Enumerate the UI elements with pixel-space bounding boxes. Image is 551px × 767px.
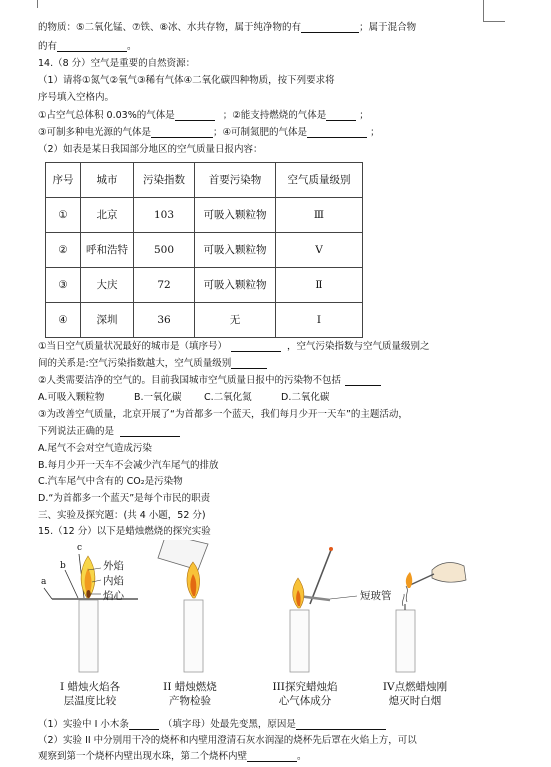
intro-text-2b: 。 bbox=[127, 41, 137, 52]
q15-sub2-text: 观察到第一个烧杯内壁出现水珠，第二个烧杯内壁 bbox=[38, 751, 248, 762]
caption-line: 产物检验 bbox=[169, 695, 211, 708]
answer-blank bbox=[307, 128, 367, 138]
table-cell: 72 bbox=[134, 268, 195, 303]
q14-sub1-text: ，空气污染指数与空气质量级别之 bbox=[287, 341, 430, 352]
q14-blank3-prompt: ③可制多种电光源的气体是 bbox=[38, 127, 152, 138]
table-cell: 500 bbox=[134, 233, 195, 268]
section-heading: 三、实验及探究题：(共 4 小题，52 分) bbox=[38, 510, 206, 521]
option-a: A.可吸入颗粒物 bbox=[38, 392, 105, 403]
table-cell: 可吸入颗粒物 bbox=[195, 198, 276, 233]
table-cell: 呼和浩特 bbox=[81, 233, 134, 268]
q14-sub3-cont bbox=[38, 426, 531, 437]
table-row bbox=[46, 233, 363, 268]
table-row bbox=[46, 303, 363, 338]
q15-sub1 bbox=[38, 719, 531, 730]
figure-caption-1 bbox=[40, 680, 140, 708]
table-row bbox=[46, 268, 363, 303]
intro-line-2 bbox=[38, 41, 531, 52]
table-header-cell: 首要污染物 bbox=[195, 163, 276, 198]
q14-part1-text: （1）请将①氮气②氧气③稀有气体④二氧化碳四种物质，按下列要求将 bbox=[38, 75, 335, 86]
option-d: D.二氧化碳 bbox=[281, 392, 330, 403]
answer-blank bbox=[345, 376, 381, 386]
q14-sub1-cont bbox=[38, 358, 531, 369]
q14-sub3-option-a: A.尾气不会对空气造成污染 bbox=[38, 443, 152, 454]
table-header-cell: 城市 bbox=[81, 163, 134, 198]
candle-2-illustration bbox=[158, 540, 208, 672]
q14-part2-text: （2）如表是某日我国部分地区的空气质量日报内容： bbox=[38, 144, 263, 155]
table-header-row bbox=[46, 163, 363, 198]
caption-line: 心气体成分 bbox=[278, 695, 332, 708]
figure-label-glass-tube: 短玻管 bbox=[360, 590, 392, 602]
corner-mark-left bbox=[37, 0, 38, 8]
q14-sub2-prompt: ②人类需要洁净的空气的。目前我国城市空气质量日报中的污染物不包括 bbox=[38, 375, 342, 386]
q15-title: 15.（12 分）以下是蜡烛燃烧的探究实验 bbox=[38, 526, 211, 537]
q15-sub2-cont bbox=[38, 751, 531, 762]
figure-label-outer-flame: 外焰 bbox=[103, 560, 124, 572]
experiment-figure bbox=[0, 540, 551, 675]
figure-caption-4 bbox=[360, 680, 470, 708]
candle-3-illustration bbox=[290, 547, 357, 672]
answer-blank bbox=[231, 359, 267, 369]
q14-title: 14.（8 分）空气是重要的自然资源： bbox=[38, 58, 196, 69]
answer-blank bbox=[247, 752, 297, 762]
answer-blank bbox=[326, 111, 356, 121]
table-cell: I bbox=[276, 303, 363, 338]
intro-text-2: 的有 bbox=[38, 41, 58, 52]
table-header-cell: 序号 bbox=[46, 163, 81, 198]
figure-label-inner-flame: 内焰 bbox=[103, 575, 124, 587]
answer-blank bbox=[57, 42, 127, 52]
q14-part1-row2 bbox=[38, 127, 531, 138]
caption-line: IV点燃蜡烛刚 bbox=[382, 681, 448, 693]
caption-line: III探究蜡烛焰 bbox=[272, 681, 338, 693]
figure-label-b: b bbox=[60, 561, 66, 571]
table-header-cell: 污染指数 bbox=[134, 163, 195, 198]
q14-sub1-text-2: 间的关系是:空气污染指数越大，空气质量级别 bbox=[38, 358, 232, 369]
table-cell: 大庆 bbox=[81, 268, 134, 303]
table-cell: ① bbox=[46, 198, 81, 233]
intro-text-1b: ；属于混合物 bbox=[359, 22, 417, 33]
figure-caption-2 bbox=[140, 680, 240, 708]
answer-blank bbox=[301, 23, 359, 33]
table-cell: Ⅲ bbox=[276, 198, 363, 233]
option-c: C.二氧化氮 bbox=[204, 392, 252, 403]
caption-line: 熄灭时白烟 bbox=[388, 695, 442, 708]
corner-mark-right bbox=[483, 0, 484, 22]
q14-sub1 bbox=[38, 341, 531, 352]
answer-blank bbox=[175, 111, 215, 121]
figure-caption-3 bbox=[250, 680, 360, 708]
q14-sub1-prompt: ①当日空气质量状况最好的城市是（填序号） bbox=[38, 341, 228, 352]
q14-sub3-option-d: D.“为首都多一个蓝天”是每个市民的职责 bbox=[38, 493, 211, 504]
table-cell: 36 bbox=[134, 303, 195, 338]
q14-part1-row1 bbox=[38, 110, 531, 121]
table-cell: ③ bbox=[46, 268, 81, 303]
table-cell: 无 bbox=[195, 303, 276, 338]
caption-line: II 蜡烛燃烧 bbox=[163, 681, 217, 693]
table-cell: 103 bbox=[134, 198, 195, 233]
q14-sub3-option-c: C.汽车尾气中含有的 CO₂是污染物 bbox=[38, 476, 183, 487]
table-cell: ② bbox=[46, 233, 81, 268]
table-cell: 可吸入颗粒物 bbox=[195, 233, 276, 268]
answer-blank bbox=[120, 427, 180, 437]
intro-text-1: 的物质：⑤二氧化锰、⑦铁、⑧冰、水共存物，属于纯净物的有 bbox=[38, 22, 302, 33]
candle-4-illustration bbox=[396, 563, 466, 672]
q14-blank4-prompt: ；④可制氮肥的气体是 bbox=[213, 127, 308, 138]
q14-sub3-option-b: B.每月少开一天车不会减少汽车尾气的排放 bbox=[38, 460, 219, 471]
figure-label-c: c bbox=[77, 543, 83, 553]
q15-sub2: （2）实验 II 中分别用干冷的烧杯和内壁用澄清石灰水润湿的烧杯先后罩在火焰上方，可以 bbox=[38, 735, 417, 746]
answer-blank bbox=[151, 128, 213, 138]
q14-blank2-prompt: ；②能支持燃烧的气体是 bbox=[222, 110, 327, 121]
table-row bbox=[46, 198, 363, 233]
answer-blank bbox=[129, 720, 159, 730]
figure-label-a: a bbox=[41, 577, 47, 587]
answer-blank bbox=[231, 342, 281, 352]
table-header-cell: 空气质量级别 bbox=[276, 163, 363, 198]
air-quality-table bbox=[45, 162, 363, 338]
q15-sub1-text: （填字母）处最先变黑，原因是 bbox=[162, 719, 296, 730]
q14-sub2 bbox=[38, 375, 531, 386]
q15-sub1-prompt: （1）实验中 I 小木条 bbox=[38, 719, 129, 730]
caption-line: 层温度比较 bbox=[63, 695, 117, 708]
q14-part1-text-2: 序号填入空格内。 bbox=[38, 92, 115, 103]
q14-sub3: ③为改善空气质量，北京开展了“为首都多一个蓝天，我们每月少开一天车”的主题活动， bbox=[38, 409, 408, 420]
table-cell: 可吸入颗粒物 bbox=[195, 268, 276, 303]
answer-blank bbox=[296, 720, 386, 730]
q14-sub2-options bbox=[38, 392, 531, 403]
table-cell: ④ bbox=[46, 303, 81, 338]
figure-label-flame-core: 焰心 bbox=[103, 590, 124, 602]
table-cell: 深圳 bbox=[81, 303, 134, 338]
option-b: B.一氧化碳 bbox=[134, 392, 182, 403]
table-cell: V bbox=[276, 233, 363, 268]
table-cell: 北京 bbox=[81, 198, 134, 233]
intro-line-1 bbox=[38, 22, 531, 33]
q14-blank1-prompt: ①占空气总体积 0.03%的气体是 bbox=[38, 110, 175, 121]
q15-sub2-period: 。 bbox=[297, 751, 307, 762]
q14-semicolon: ； bbox=[359, 110, 369, 121]
caption-line: I 蜡烛火焰各 bbox=[60, 681, 120, 693]
q14-semicolon: ； bbox=[370, 127, 380, 138]
q14-sub3-prompt: 下列说法正确的是 bbox=[38, 426, 115, 437]
table-cell: Ⅱ bbox=[276, 268, 363, 303]
